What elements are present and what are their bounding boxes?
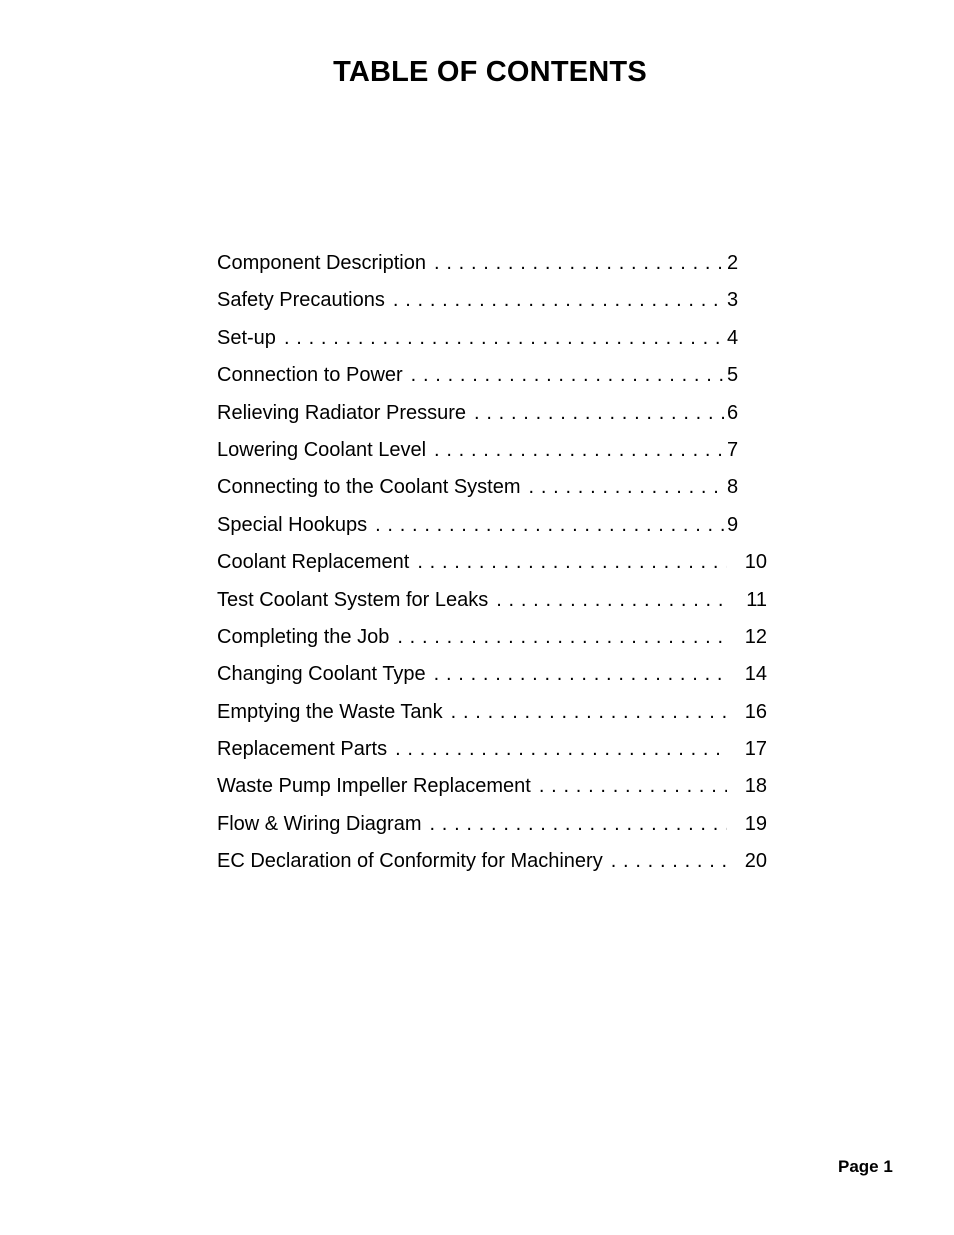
dot-leader	[393, 289, 727, 312]
toc-entry-page-number: 20	[744, 850, 767, 873]
page-number: Page 1	[838, 1157, 893, 1176]
toc-entry[interactable]	[217, 775, 767, 812]
dot-leader	[496, 589, 727, 612]
dot-leader	[434, 439, 727, 462]
toc-entry[interactable]	[217, 402, 767, 439]
toc-entry-page-number: 18	[744, 775, 767, 798]
toc-entry-page-number: 11	[746, 588, 767, 611]
toc-entry[interactable]	[217, 364, 767, 401]
toc-entry[interactable]	[217, 514, 767, 551]
toc-entry-page-number: 14	[744, 663, 767, 686]
toc-entry[interactable]	[217, 813, 767, 850]
toc-entry-page-number: 2	[727, 252, 739, 274]
toc-entry[interactable]	[217, 476, 767, 513]
toc-entry-label: Safety Precautions	[217, 289, 385, 312]
toc-entry-label: Emptying the Waste Tank	[217, 700, 443, 723]
toc-entry-label: Relieving Radiator Pressure	[217, 401, 467, 424]
toc-entry-label: Component Description	[217, 252, 426, 274]
toc-entry-label: Special Hookups	[217, 513, 368, 536]
dot-leader	[434, 252, 727, 275]
toc-entry-page-number: 12	[744, 625, 767, 648]
toc-entry[interactable]	[217, 289, 767, 326]
dot-leader	[375, 514, 727, 537]
dot-leader	[395, 738, 727, 761]
toc-entry-label: EC Declaration of Conformity for Machinery	[217, 850, 603, 873]
toc-entry-label: Lowering Coolant Level	[217, 438, 427, 461]
toc-entry[interactable]	[217, 850, 767, 887]
toc-entry[interactable]	[217, 663, 767, 700]
toc-entry-label: Test Coolant System for Leaks	[217, 588, 489, 611]
toc-entry-label: Flow & Wiring Diagram	[217, 812, 422, 835]
toc-entry[interactable]	[217, 589, 767, 626]
toc-entry[interactable]	[217, 252, 767, 289]
toc-entry-page-number: 10	[744, 551, 767, 574]
dot-leader	[451, 701, 727, 724]
toc-entry-page-number: 7	[727, 438, 739, 461]
toc-entry-label: Connecting to the Coolant System	[217, 476, 521, 499]
dot-leader	[529, 476, 727, 499]
toc-entry-page-number: 4	[727, 326, 739, 349]
toc-entry-page-number: 5	[727, 364, 739, 387]
toc-entry-page-number: 17	[744, 738, 767, 761]
toc-entry-page-number: 3	[727, 289, 739, 312]
toc-entry-page-number: 8	[727, 476, 739, 499]
table-of-contents	[217, 252, 767, 888]
toc-entry[interactable]	[217, 551, 767, 588]
toc-entry-page-number: 9	[727, 513, 739, 536]
toc-entry-label: Connection to Power	[217, 364, 403, 387]
dot-leader	[434, 663, 727, 686]
toc-entry-label: Changing Coolant Type	[217, 663, 426, 686]
toc-entry-label: Coolant Replacement	[217, 551, 410, 574]
toc-entry-page-number: 6	[727, 401, 739, 424]
toc-entry-label: Replacement Parts	[217, 738, 388, 761]
dot-leader	[417, 551, 727, 574]
toc-entry[interactable]	[217, 439, 767, 476]
dot-leader	[284, 327, 727, 350]
dot-leader	[539, 775, 727, 798]
toc-entry-label: Waste Pump Impeller Replacement	[217, 775, 531, 798]
toc-entry[interactable]	[217, 327, 767, 364]
dot-leader	[474, 402, 727, 425]
toc-entry-label: Completing the Job	[217, 625, 390, 648]
dot-leader	[397, 626, 727, 649]
toc-entry-label: Set-up	[217, 326, 276, 349]
toc-entry-page-number: 19	[744, 812, 767, 835]
toc-entry[interactable]	[217, 626, 767, 663]
dot-leader	[429, 813, 727, 836]
toc-entry[interactable]	[217, 738, 767, 775]
dot-leader	[411, 364, 727, 387]
dot-leader	[611, 850, 727, 873]
toc-entry[interactable]	[217, 701, 767, 738]
toc-entry-page-number: 16	[744, 700, 767, 723]
page-title: TABLE OF CONTENTS	[333, 56, 647, 88]
